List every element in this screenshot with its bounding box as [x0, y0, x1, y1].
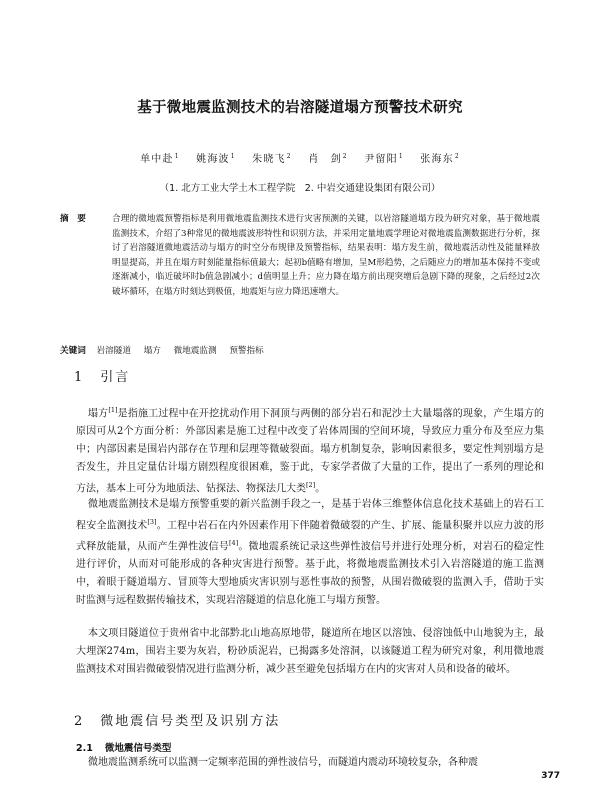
- abstract-block: [60, 212, 540, 300]
- affiliation: （1. 北方工业大学土木工程学院 2. 中岩交通建设集团有限公司）: [159, 183, 441, 194]
- subsection-heading: [76, 740, 171, 754]
- abstract-text: 合理的微地震预警指标是利用微地震监测技术进行灾害预测的关键，以岩溶隧道塌方段为研究对象，基于微地震监测技术，介绍了3种常见的微地震波形特性和识别方法，并采用定量地震学理论对微地震监测数据进行分析，探讨了岩溶隧道微地震活动与塌方的时空分布规律及预警指标，结果表明：塌方发生前，微地震活动性及能量释放明显提高，并且在塌方时刻能量指标值最大；起初b值略有增加，呈M形趋势，之后随应力的增加基本保持不变或逐渐减小，临近破坏时b值急剧减小；d值明显上升；应力降在塌方前出现突增后急剧下降的现象，之后经过2次破坏循环，在塌方时刻达到极值，地震矩与应力降迅速增大。: [112, 214, 540, 297]
- body-paragraph: 微地震监测技术是塌方预警重要的新兴监测手段之一，是基于岩体三维整体信息化技术基础上的岩石工程安全监测技术[3]。工程中岩石在内外因素作用下伴随着微破裂的产生、扩展、能量积聚并以应力波的形式释放能量，从而产生弹性波信号[4]。微地震系统记录这些弹性波信号并进行处理分析，对岩石的稳定性进行评价，从而对可能形成的各种灾害进行预警。基于此，将微地震监测技术引入岩溶隧道的施工监测中，着眼于隧道塌方、冒顶等大型地质灾害识别与恶性事故的预警，从围岩微破裂的监测入手，借助于实时监测与远程数据传输技术，实现岩溶隧道的信息化施工与塌方预警。: [76, 499, 545, 606]
- subsection-number: 2.1: [76, 743, 93, 754]
- section-title: 引言: [100, 370, 131, 385]
- author: 姚海波$^1$: [196, 152, 236, 165]
- body-paragraph: 本文项目隧道位于贵州省中北部黔北山地高原地带，隧道所在地区以溶蚀、侵溶蚀低中山地貌为主，最大埋深274m，围岩主要为灰岩，粉砂质泥岩，已揭露多处溶洞，以该隧道工程为研究对象，利用微地震监测技术对围岩微破裂情况进行监测分析，减少甚至避免包括塌方在内的灾害对人员和设备的破坏。: [76, 628, 544, 675]
- paper-title: 基于微地震监测技术的岩溶隧道塌方预警技术研究: [137, 100, 463, 116]
- author: 朱晓飞$^2$: [252, 152, 292, 165]
- keywords-block: [60, 344, 540, 358]
- section-title: 微地震信号类型及识别方法: [100, 714, 281, 729]
- author-list: [0, 150, 600, 165]
- body-paragraph: 微地震监测系统可以监测一定频率范围的弹性波信号，而隧道内震动环境较复杂，各种震: [88, 757, 478, 768]
- section-number: 2: [74, 714, 85, 729]
- section-heading-1: [74, 366, 130, 385]
- author: 尹留阳$^1$: [364, 152, 404, 165]
- author: 肖 剑$^2$: [308, 152, 348, 165]
- keyword: 岩溶隧道: [96, 346, 131, 356]
- page-number: 377: [541, 771, 560, 781]
- keyword: 预警指标: [229, 346, 264, 356]
- section-number: 1: [74, 370, 85, 385]
- abstract-label: 摘 要: [60, 214, 86, 224]
- section-heading-2: [74, 710, 280, 729]
- keyword: 塌方: [143, 346, 161, 356]
- keywords-label: 关键词: [60, 346, 86, 356]
- author: 张海东$^2$: [420, 152, 460, 165]
- body-paragraph: 塌方[1]是指施工过程中在开挖扰动作用下洞顶与两侧的部分岩石和泥沙土大量塌落的现象，产生塌方的原因可从2个方面分析：外部因素是施工过程中改变了岩体周围的空间环境，导致应力重分布及至应力集中；内部因素是围岩内部存在节理和层理等微破裂面。塌方机制复杂，影响因素很多，要定性判别塌方是否发生，并且定量估计塌方剧烈程度很困难，鉴于此，专家学者做了大量的工作，提出了一系列的理论和方法，基本上可分为地质法、钻探法、物探法几大类[2]。: [76, 406, 545, 494]
- subsection-title: 微地震信号类型: [104, 743, 172, 754]
- keyword: 微地震监测: [173, 346, 217, 356]
- author: 单中赴$^1$: [140, 152, 180, 165]
